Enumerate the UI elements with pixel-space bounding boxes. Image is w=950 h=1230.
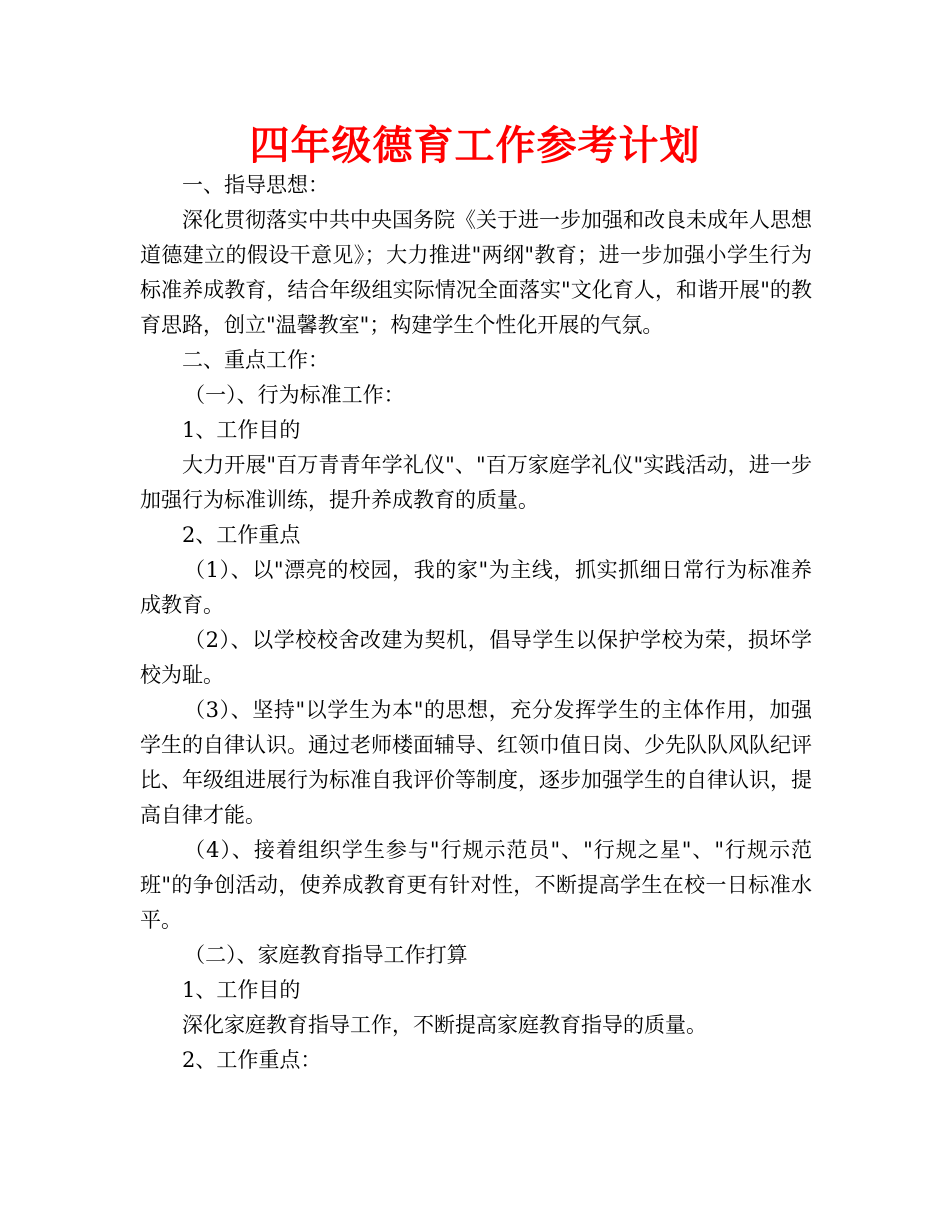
paragraph-focus-item-3: （3）、坚持"以学生为本"的思想，充分发挥学生的主体作用，加强学生的自律认识。通过老师楼面辅导、红领巾值日岗、少先队队风队纪评比、年级组进展行为标准自我评价等制度，逐步加强学生的自律认识，提高自律才能。 [140,698,812,827]
paragraph-focus-item-2: （2）、以学校校舍改建为契机，倡导学生以保护学校为荣，损坏学校为耻。 [140,628,812,687]
item-heading-work-goal-1: 1、工作目的 [182,418,301,442]
paragraph-focus-item-4: （4）、接着组织学生参与"行规示范员"、"行规之星"、"行规示范班"的争创活动，使养成教育更有针对性，不断提高学生在校一日标准水平。 [140,838,812,932]
item-heading-work-focus-1: 2、工作重点 [182,523,301,547]
paragraph-work-goal-1: 大力开展"百万青青年学礼仪"、"百万家庭学礼仪"实践活动，进一步加强行为标准训练，提升养成教育的质量。 [140,453,812,512]
section-heading-guiding-ideology: 一、指导思想： [182,173,329,197]
item-heading-work-focus-2: 2、工作重点： [182,1048,322,1072]
paragraph-work-goal-2: 深化家庭教育指导工作，不断提高家庭教育指导的质量。 [182,1013,707,1037]
subsection-heading-behavior-standards: （一）、行为标准工作： [184,383,405,407]
section-heading-key-work: 二、重点工作： [182,348,329,372]
paragraph-focus-item-1: （1）、以"漂亮的校园，我的家"为主线，抓实抓细日常行为标准养成教育。 [140,558,812,617]
paragraph-guiding-ideology: 深化贯彻落实中共中央国务院《关于进一步加强和改良未成年人思想道德建立的假设干意见》；大力推进"两纲"教育；进一步加强小学生行为标准养成教育，结合年级组实际情况全面落实"文化育人，和谐开展"的教育思路，创立"温馨教室"；构建学生个性化开展的气氛。 [140,208,812,337]
document-body [140,168,812,1078]
subsection-heading-family-education: （二）、家庭教育指导工作打算 [184,943,468,967]
page-title: 四年级德育工作参考计划 [249,123,701,169]
item-heading-work-goal-2: 1、工作目的 [182,978,301,1002]
